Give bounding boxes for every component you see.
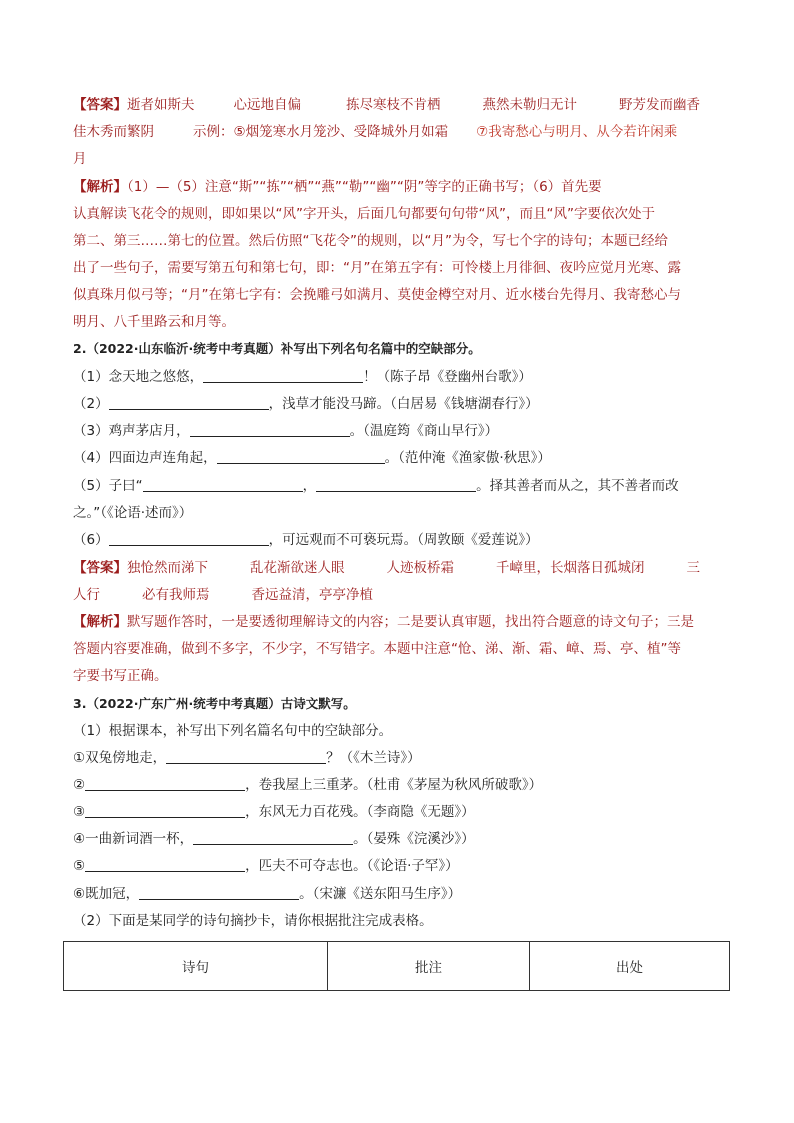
answer-example: ⑦我寄愁心与明月、从今若许闲乘 (476, 124, 678, 140)
q2-analysis-line: 字要书写正确。 (73, 668, 168, 684)
answer-blank[interactable] (109, 531, 269, 546)
answer-blank[interactable] (217, 449, 385, 464)
q1-answer-line1 (73, 96, 700, 114)
q2-header: 2.（2022·山东临沂·统考中考真题）补写出下列名句名篇中的空缺部分。 (73, 341, 481, 356)
answer-blank[interactable] (85, 776, 245, 791)
excerpt-card-table (63, 941, 730, 991)
q3-header: 3.（2022·广东广州·统考中考真题）古诗文默写。 (73, 696, 356, 711)
q3-item: ③ ，东风无力百花残。（李商隐《无题》） (73, 804, 475, 820)
q1-analysis-line: 第二、第三……第七的位置。然后仿照“飞花令”的规则，以“月”为令，写七个字的诗句；本题已经给 (73, 233, 668, 249)
q1-analysis-line: 认真解读飞花令的规则，即如果以“风”字开头，后面几句都要句句带“风”，而且“风”字要依次处于 (73, 206, 655, 222)
q1-analysis-line: 出了一些句子，需要写第五句和第七句，即：“月”在第五字有：可怜楼上月徘徊、夜吟应觉月光寒、露 (73, 260, 681, 276)
q2-item: （4）四面边声连角起， 。（范仲淹《渔家傲·秋思》） (73, 450, 551, 466)
answer-item: 心远地自偏 (233, 97, 301, 113)
q2-item: （1）念天地之悠悠， ！（陈子昂《登幽州台歌》） (73, 369, 532, 385)
answer-tag: 【答案】 (73, 97, 127, 113)
q3-item: ② ，卷我屋上三重茅。（杜甫《茅屋为秋风所破歌》） (73, 777, 543, 793)
answer-blank[interactable] (316, 477, 476, 492)
analysis-tag: 【解析】 (73, 179, 127, 195)
answer-item: 野芳发而幽香 (619, 97, 700, 113)
q2-analysis-line: 【解析】默写题作答时，一是要透彻理解诗文的内容；二是要认真审题，找出符合题意的诗文句子；三是 (73, 614, 694, 630)
q3-item: ①双兔傍地走， ？（《木兰诗》） (73, 750, 421, 766)
q1-answer-line2 (73, 123, 677, 141)
answer-blank[interactable] (193, 830, 353, 845)
answer-blank[interactable] (85, 803, 245, 818)
q2-item: （5）子曰“ ， 。择其善者而从之，其不善者而改 (73, 478, 679, 494)
answer-blank[interactable] (203, 368, 363, 383)
answer-blank[interactable] (166, 749, 326, 764)
q1-analysis-line: 似真珠月似弓等；“月”在第七字有：会挽雕弓如满月、莫使金樽空对月、近水楼台先得月、我寄愁心与 (73, 287, 681, 303)
table-header-source: 出处 (530, 942, 730, 991)
q2-analysis-line: 答题内容要准确，做到不多字，不少字，不写错字。本题中注意“怆、涕、渐、霜、嶂、焉、亭、植”等 (73, 641, 681, 657)
q1-answer-line3: 月 (73, 151, 87, 167)
q2-item: （6） ，可远观而不可亵玩焉。（周敦颐《爱莲说》） (73, 532, 539, 548)
q2-item: 之。”（《论语·述而》） (73, 505, 193, 521)
answer-item: 拣尽寒枝不肯栖 (346, 97, 441, 113)
q3-sub1: （1）根据课本，补写出下列名篇名句中的空缺部分。 (73, 723, 393, 739)
answer-blank[interactable] (139, 885, 299, 900)
answer-tag: 【答案】 (73, 560, 127, 576)
q1-analysis-line: 【解析】（1）—（5）注意“斯”“拣”“栖”“燕”“勒”“幽”“阴”等字的正确书写；（6）首先要 (73, 179, 602, 195)
q2-answer-line1: 【答案】独怆然而涕下 乱花渐欲迷人眼 人迹板桥霜 千嶂里，长烟落日孤城闭 三 (73, 560, 700, 576)
answer-blank[interactable] (85, 857, 245, 872)
answer-blank[interactable] (109, 395, 269, 410)
q3-item: ④一曲新词酒一杯， 。（晏殊《浣溪沙》） (73, 831, 475, 847)
table-header-poem: 诗句 (64, 942, 328, 991)
q3-item: ⑤ ，匹夫不可夺志也。（《论语·子罕》） (73, 858, 459, 874)
answer-item: 逝者如斯夫 (127, 97, 195, 113)
answer-blank[interactable] (143, 477, 303, 492)
answer-item: 燕然未勒归无计 (482, 97, 577, 113)
answer-blank[interactable] (190, 422, 350, 437)
q3-sub2: （2）下面是某同学的诗句摘抄卡，请你根据批注完成表格。 (73, 913, 433, 929)
answer-example: 示例：⑤烟笼寒水月笼沙、受降城外月如霜 (193, 124, 449, 140)
table-header-note: 批注 (328, 942, 530, 991)
answer-item: 佳木秀而繁阴 (73, 124, 154, 140)
analysis-tag: 【解析】 (73, 614, 127, 630)
q3-item: ⑥既加冠， 。（宋濂《送东阳马生序》） (73, 886, 462, 902)
q2-item: （3）鸡声茅店月， 。（温庭筠《商山早行》） (73, 423, 499, 439)
q2-answer-line2: 人行 必有我师焉 香远益清，亭亭净植 (73, 587, 373, 603)
q1-analysis-line: 明月、八千里路云和月等。 (73, 314, 235, 330)
q2-item: （2） ，浅草才能没马蹄。（白居易《钱塘湖春行》） (73, 396, 539, 412)
table-header-row (64, 942, 730, 991)
